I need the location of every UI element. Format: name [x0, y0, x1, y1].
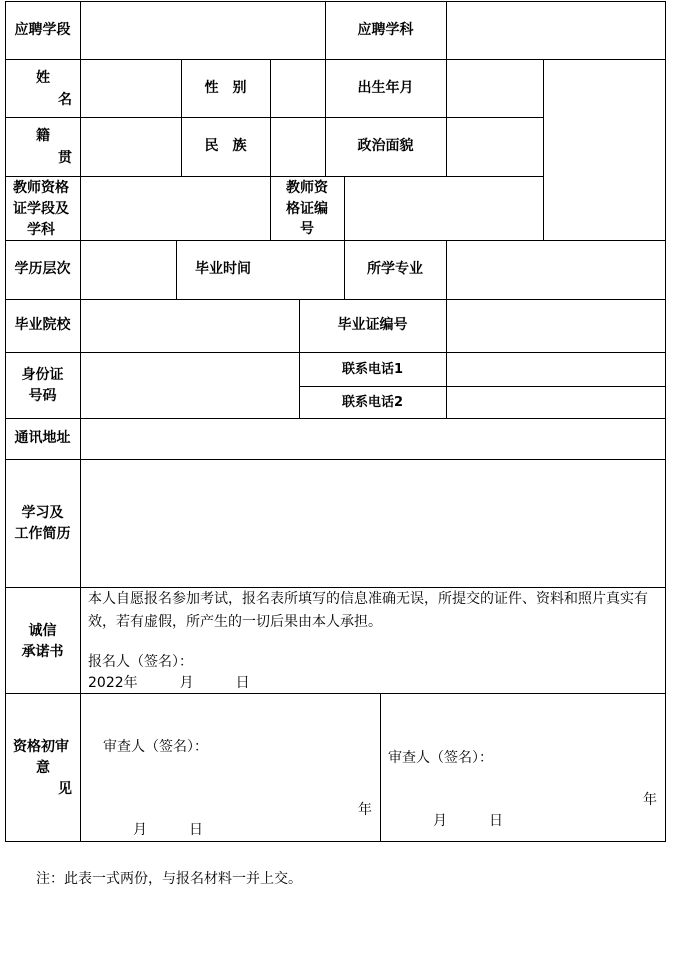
label-address: 通讯地址	[14, 430, 71, 446]
label-cert-no-3: 号	[300, 221, 314, 237]
label-ethnicity: 民 族	[204, 138, 247, 154]
label-native-2: 贯	[58, 150, 72, 166]
label-grad-time: 毕业时间	[195, 261, 251, 277]
pledge-text: 本人自愿报名参加考试，报名表所填写的信息准确无误，所提交的证件、资料和照片真实有效，若有虚假，所产生的一切后果由本人承担。	[88, 591, 648, 630]
label-resume-2: 工作简历	[14, 526, 71, 542]
label-id-2: 号码	[28, 388, 57, 404]
label-school: 毕业院校	[14, 317, 71, 333]
label-diploma-no: 毕业证编号	[337, 317, 408, 333]
label-native-1: 籍	[36, 128, 50, 144]
applicant-sign-label: 报名人（签名）：	[88, 654, 193, 670]
label-education: 学历层次	[14, 261, 71, 277]
label-cert-stage-2: 证学段及	[13, 201, 69, 217]
label-cert-stage-3: 学科	[27, 222, 55, 238]
form-note: 注：此表一式两份，与报名材料一并上交。	[36, 871, 302, 887]
label-major: 所学专业	[367, 261, 423, 277]
reviewer2-year: 年	[643, 792, 657, 808]
label-id-1: 身份证	[21, 367, 64, 383]
reviewer1-month-day: 月 日	[133, 822, 203, 838]
label-review-3: 见	[58, 781, 72, 797]
label-cert-no-2: 格证编	[286, 201, 328, 217]
label-name-2: 名	[58, 92, 72, 108]
reviewer1-sign-label: 审查人（签名）：	[103, 739, 208, 755]
label-review-2: 意	[36, 760, 50, 776]
label-political: 政治面貌	[357, 138, 414, 154]
reviewer2-month-day: 月 日	[433, 813, 503, 829]
label-pledge-1: 诚信	[28, 623, 57, 639]
reviewer2-sign-label: 审查人（签名）：	[388, 750, 493, 766]
label-phone2: 联系电话2	[341, 394, 404, 410]
label-phone1: 联系电话1	[341, 361, 404, 377]
label-birth: 出生年月	[357, 79, 414, 96]
label-resume-1: 学习及	[21, 505, 64, 521]
label-cert-no-1: 教师资	[286, 180, 328, 196]
label-review-1: 资格初审	[13, 739, 69, 755]
sign-date: 2022年 月 日	[88, 675, 250, 691]
label-gender: 性 别	[204, 79, 247, 96]
label-applied-stage: 应聘学段	[14, 21, 71, 38]
reviewer1-year: 年	[358, 802, 372, 818]
label-cert-stage-1: 教师资格	[13, 180, 69, 196]
label-pledge-2: 承诺书	[21, 644, 64, 660]
photo-area[interactable]	[543, 59, 665, 240]
label-name-1: 姓	[36, 70, 50, 86]
label-applied-subject: 应聘学科	[357, 21, 414, 38]
